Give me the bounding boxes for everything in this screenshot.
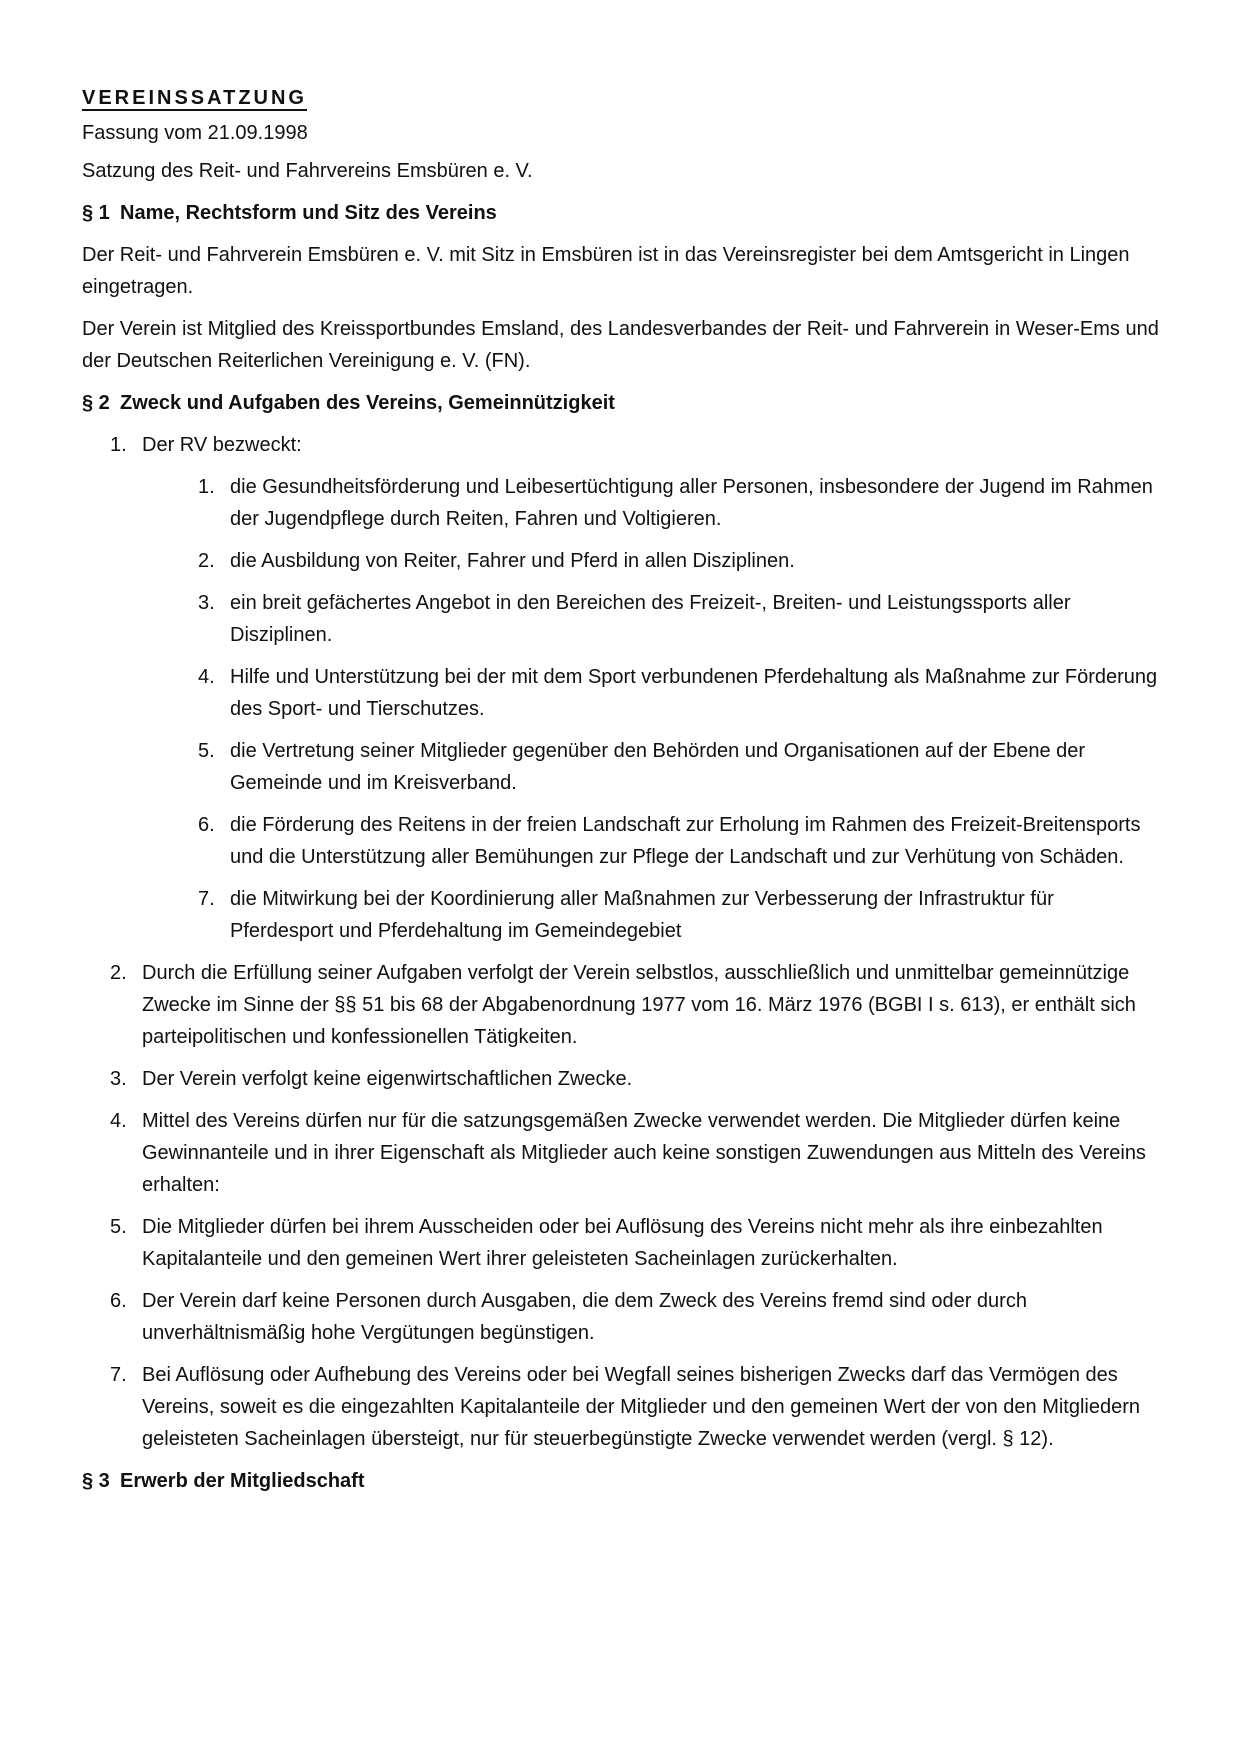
list-item-number: 4. bbox=[110, 1110, 127, 1132]
sublist-item-number: 1. bbox=[198, 476, 215, 498]
sublist-item-text: die Förderung des Reitens in der freien Landschaft zur Erholung im Rahmen des Freizeit-Breitensports und die Unterstützung aller Bemühungen zur Pflege der Landschaft und zur Verhütung von Schäden. bbox=[230, 814, 1141, 868]
sublist-item-text: die Vertretung seiner Mitglieder gegenüber den Behörden und Organisationen auf der Ebene der Gemeinde und im Kreisverband. bbox=[230, 740, 1086, 794]
sublist-item bbox=[198, 471, 1160, 535]
section-1-paragraph: Der Reit- und Fahrverein Emsbüren e. V. mit Sitz in Emsbüren ist in das Vereinsregister bei dem Amtsgericht in Lingen eingetragen. bbox=[82, 244, 1130, 298]
sublist-item-number: 7. bbox=[198, 888, 215, 910]
sublist-item-text: Hilfe und Unterstützung bei der mit dem Sport verbundenen Pferdehaltung als Maßnahme zur Förderung des Sport- und Tierschutzes. bbox=[230, 666, 1158, 720]
section-1-heading bbox=[82, 197, 1160, 229]
sublist-item bbox=[198, 735, 1160, 799]
list-item bbox=[110, 1359, 1160, 1455]
sublist-item bbox=[198, 809, 1160, 873]
list-item-number: 3. bbox=[110, 1068, 127, 1090]
list-item-number: 7. bbox=[110, 1364, 127, 1386]
list-item-text: Der Verein darf keine Personen durch Ausgaben, die dem Zweck des Vereins fremd sind oder durch unverhältnismäßig hohe Vergütungen begünstigen. bbox=[142, 1290, 1027, 1344]
sublist-item bbox=[198, 545, 1160, 577]
section-1-title: Name, Rechtsform und Sitz des Vereins bbox=[120, 202, 497, 224]
section-1-paragraph: Der Verein ist Mitglied des Kreissportbundes Emsland, des Landesverbandes der Reit- und Fahrverein in Weser-Ems und der Deutschen Reiterlichen Vereinigung e. V. (FN). bbox=[82, 318, 1159, 372]
sublist-item-number: 2. bbox=[198, 550, 215, 572]
section-3-number: § 3 bbox=[82, 1470, 110, 1492]
list-item bbox=[110, 1063, 1160, 1095]
list-item bbox=[110, 1285, 1160, 1349]
sublist-item-number: 4. bbox=[198, 666, 215, 688]
document-title-text: VEREINSSATZUNG bbox=[82, 87, 307, 109]
document-title bbox=[82, 82, 1160, 114]
section-1-number: § 1 bbox=[82, 202, 110, 224]
sublist-item bbox=[198, 587, 1160, 651]
list-item-text: Der Verein verfolgt keine eigenwirtschaftlichen Zwecke. bbox=[142, 1068, 633, 1090]
list-item-text: Mittel des Vereins dürfen nur für die satzungsgemäßen Zwecke verwendet werden. Die Mitglieder dürfen keine Gewinnanteile und in ihrer Eigenschaft als Mitglieder auch keine sonstigen Zuwendungen aus Mitteln des Vereins erhalten: bbox=[142, 1110, 1146, 1196]
section-2-number: § 2 bbox=[82, 392, 110, 414]
sublist-item bbox=[198, 661, 1160, 725]
list-item-number: 6. bbox=[110, 1290, 127, 1312]
section-2-title: Zweck und Aufgaben des Vereins, Gemeinnützigkeit bbox=[120, 392, 615, 414]
sublist-item-number: 5. bbox=[198, 740, 215, 762]
sublist-item-text: die Mitwirkung bei der Koordinierung aller Maßnahmen zur Verbesserung der Infrastruktur für Pferdesport und Pferdehaltung im Gemeindegebiet bbox=[230, 888, 1054, 942]
intro-line: Satzung des Reit- und Fahrvereins Emsbüren e. V. bbox=[82, 160, 533, 182]
list-item-number: 2. bbox=[110, 962, 127, 984]
section-3-title: Erwerb der Mitgliedschaft bbox=[120, 1470, 365, 1492]
section-2-heading bbox=[82, 387, 1160, 419]
sublist-item-text: die Gesundheitsförderung und Leibesertüchtigung aller Personen, insbesondere der Jugend im Rahmen der Jugendpflege durch Reiten, Fahren und Voltigieren. bbox=[230, 476, 1153, 530]
list-item-number: 5. bbox=[110, 1216, 127, 1238]
list-item bbox=[110, 957, 1160, 1053]
sublist-item-text: ein breit gefächertes Angebot in den Bereichen des Freizeit-, Breiten- und Leistungssports aller Disziplinen. bbox=[230, 592, 1071, 646]
sublist-item-text: die Ausbildung von Reiter, Fahrer und Pferd in allen Disziplinen. bbox=[230, 550, 795, 572]
list-item bbox=[110, 1211, 1160, 1275]
list-item-text: Die Mitglieder dürfen bei ihrem Ausscheiden oder bei Auflösung des Vereins nicht mehr als ihre einbezahlten Kapitalanteile und den gemeinen Wert ihrer geleisteten Sacheinlagen zurückerhalten. bbox=[142, 1216, 1103, 1270]
list-item bbox=[110, 429, 1160, 461]
version-line: Fassung vom 21.09.1998 bbox=[82, 122, 308, 144]
list-item bbox=[110, 1105, 1160, 1201]
list-item-text: Durch die Erfüllung seiner Aufgaben verfolgt der Verein selbstlos, ausschließlich und unmittelbar gemeinnützige Zwecke im Sinne der §§ 51 bis 68 der Abgabenordnung 1977 vom 16. März 1976 (BGBI I s. 613), er enthält sich parteipolitischen und konfessionellen Tätigkeiten. bbox=[142, 962, 1136, 1048]
sublist-item-number: 3. bbox=[198, 592, 215, 614]
sublist-item bbox=[198, 883, 1160, 947]
section-3-heading bbox=[82, 1465, 1160, 1497]
list-item-number: 1. bbox=[110, 434, 127, 456]
list-item-text: Bei Auflösung oder Aufhebung des Vereins oder bei Wegfall seines bisherigen Zwecks darf das Vermögen des Vereins, soweit es die eingezahlten Kapitalanteile der Mitglieder und den gemeinen Wert der von den Mitgliedern geleisteten Sacheinlagen übersteigt, nur für steuerbegünstigte Zwecke verwendet werden (vergl. § 12). bbox=[142, 1364, 1141, 1450]
sublist-item-number: 6. bbox=[198, 814, 215, 836]
list-item-text: Der RV bezweckt: bbox=[142, 434, 302, 456]
